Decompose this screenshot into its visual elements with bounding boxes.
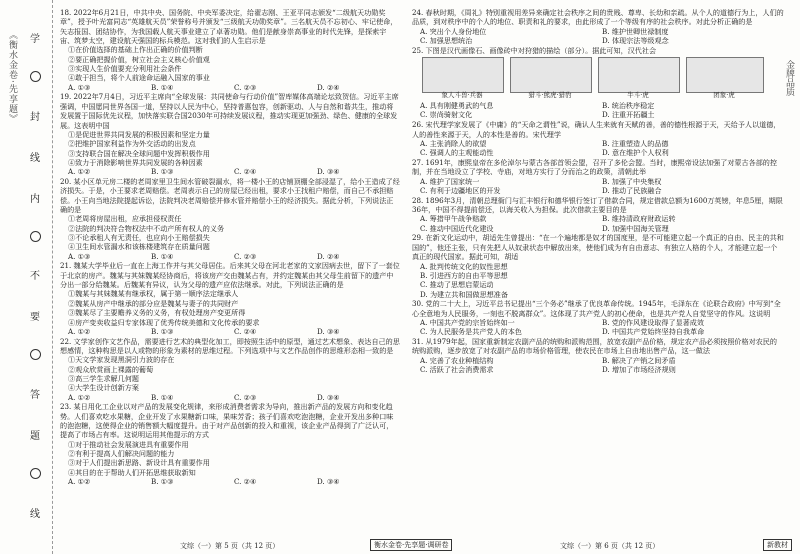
answer-option: B. ①④ — [151, 392, 174, 402]
statement: ②观众欣赏画上裸露的葡萄 — [68, 364, 154, 374]
statement: ①是促进世界共同发展的积极因素和坚定力量 — [68, 129, 210, 139]
binding-char: 学 — [30, 34, 40, 45]
footer-center-tag: 衡水金卷·先享题·调研卷 — [370, 539, 452, 551]
question-stem: 29. 在新文化运动中，胡适先生曾提出：“在一个遍地都是奴才的国度里，是不可能建立起一个真正的自由、民主的共和国的”，他还主张，只有先把人从奴隶状态中解放出来，使他们成为有自由意志、有独立人格的个人，才能建立起一个真正的现代国家。据此可知，胡适 — [412, 233, 784, 262]
answer-option: C. 活跃了社会消费需求 — [420, 365, 494, 375]
question-22 — [60, 337, 400, 402]
answer-option: B. ①③ — [151, 167, 174, 177]
question-stem: 24. 春秋时期，《周礼》特别重视用差异来确定社会秩序之间的贵贱、尊卑、长幼和亲疏。从个人的道德行为上，人们的品质，到对秩序中的个人的地位、职责和礼的要求，由此形成了一个等级有序的社会秩序。对此分析正确的是 — [412, 8, 784, 27]
answer-options — [60, 327, 400, 336]
answer-option: A. 主张消除人的欲望 — [420, 138, 487, 148]
statement: ①老周将房屋出租，应承担侵权责任 — [68, 214, 182, 224]
question-stem: 18. 2022年6月21日，中共中央、国务院、中央军委决定，给翟志刚、王亚平同志颁发“二级航天功勋奖章”，授予叶光富同志“英雄航天员”荣誉称号并颁发“三级航天功勋奖章”。三名航天员不忘初心、牢记使命，矢志报国、团结协作，为我国载人航天事业建立了卓著功勋。他们是献身崇高事业的时代先锋，是探索宇宙、筑梦太空，建设航天强国的标兵模范。这对我们的人生启示是 — [60, 8, 398, 46]
figure-caption: 象人斗兽·兵器 — [441, 91, 483, 100]
answer-option: C. ②③ — [234, 82, 257, 92]
answer-option: D. ②④ — [317, 82, 340, 92]
answer-option: C. 推动了思想启蒙运动 — [420, 280, 494, 290]
binding-char: 答 — [30, 390, 40, 402]
answer-option: D. 推动了民族融合 — [602, 185, 662, 195]
answer-option: B. 维持清政府财政运转 — [602, 214, 676, 224]
answer-option: C. 推动中国近代化建设 — [420, 223, 494, 233]
answer-options — [412, 214, 784, 233]
question-25 — [412, 46, 784, 120]
question-26 — [412, 120, 784, 157]
answer-option: A. 筹措甲午战争赔款 — [420, 214, 487, 224]
statement: ③高三学生求解几何题 — [68, 373, 139, 383]
figure-caption: 猎斗·熊虎·猎豹 — [528, 91, 572, 100]
answer-options — [60, 477, 400, 486]
question-stem: 19. 2022年7月4日，习近平主席向“全球发展：共同使命与行动价值”智库媒体高端论坛致贺信。习近平主席强调，中国愿同世界各国一道，坚持以人民为中心，坚持普惠包容，创新驱动、人与自然和谐共生，推动将发展置于国际优先议程，加快落实联合国2030年可持续发展议程，推动实现更加强劲、绿色、健康的全球发展。这表明中国 — [60, 92, 399, 130]
question-stem: 30. 党的二十大上，习近平总书记提出“三个务必”继承了优良革命传统。1945年，毛泽东在《论联合政府》中写到“全心全意地为人民服务，一刻也不脱离群众”。这体现了共产党人的初心使命，也是共产党人自觉坚守的作风。这说明 — [412, 299, 781, 318]
binding-circle — [30, 231, 41, 242]
answer-option: B. 维护世卿世禄制度 — [602, 26, 669, 36]
statement: ③不论承租人有无责任，也应向小王赔偿损失 — [68, 233, 210, 243]
answer-options — [412, 177, 784, 196]
answer-options — [60, 83, 400, 92]
binding-circle — [30, 71, 41, 82]
question-stem: 20. 某小区单元房二楼的老周家里卫生间水管破裂漏水，将一楼小王的店铺顶棚全部浸湿了，给小王造成了经济损失。于是，小王要求老周赔偿。老周表示自己的房屋已经出租，要求小王找租户赔偿，而自己不承担赔偿。小王向当地法院提起诉讼，法院判决老周赔偿并修水管并赔偿小王的经济损失。据此分析，下列说法正确的是 — [60, 176, 400, 214]
binding-char: 线 — [30, 508, 40, 520]
relief-image — [510, 57, 592, 93]
statement: ④致力于消除影响世界共同发展的各种因素 — [68, 157, 203, 167]
question-30 — [412, 299, 784, 336]
binding-strip — [24, 30, 46, 520]
answer-option: A. ①② — [68, 326, 91, 336]
answer-option: A. 维护了国家统一 — [420, 176, 480, 186]
question-stem: 26. 宋代理学家发展了《中庸》的“天命之谓性”说，确认人生来就有天赋的善，善的德性根源于天，天给予人以道德，人的善性来源于天，人的本性是善的。宋代理学 — [412, 120, 781, 139]
answer-option: B. 注重塑造人的品德 — [602, 138, 669, 148]
answer-option: D. 加强中国海关管理 — [602, 223, 669, 233]
question-stem: 22. 文学家创作文艺作品，需要进行艺术的典型化加工，即按照生活中的原型，通过艺术想象、表达自己的思想感情，这种构思是以人或物的形象为素材的思维过程。下列选项中与文艺作品创作的思维形态相一致的是 — [60, 336, 400, 355]
answer-option: A. ①② — [68, 477, 91, 487]
binding-char: 不 — [30, 271, 40, 283]
statement: ④敢于担当，将个人前途命运融入国家的事业 — [68, 73, 210, 83]
answer-option: A. ①② — [68, 167, 91, 177]
answer-option: B. 解决了产销之间矛盾 — [602, 355, 676, 365]
answer-option: A. ①③ — [68, 251, 91, 261]
question-stem: 27. 1691年，康熙皇帝在多伦淖尔与蒙古各部首领会盟，召开了多伦会盟。当时，康熙帝设法加强了对蒙古各部的控制，并在当地设立了学校、寺庙，对地方实行了分而治之的政策，清朝此举 — [412, 157, 777, 177]
question-stem: 28. 1896年3月，清朝总理衙门与汇丰银行和德华银行签订了借款合同，规定借款总额为1600万英镑，年息5厘，期限36年，中国不得提前偿还，以海关收入为担保。此次借款主要目的是 — [412, 195, 783, 215]
answer-option: D. 增加了市场经济规则 — [602, 365, 676, 375]
answer-option: A. 批判传统文化的奴性思想 — [420, 261, 508, 271]
answer-option: D. 注重开拓疆土 — [602, 110, 655, 120]
statement: ③支持联合国在解决全球问题中发挥积极作用 — [68, 148, 210, 158]
footer-edition-tag: 新教材 — [763, 539, 792, 551]
question-21 — [60, 261, 400, 336]
statement: ④其目的在于帮助人们开拓思维获取新知 — [68, 467, 196, 477]
answer-options — [412, 27, 784, 46]
statement: ①魏某与其妹魏某有继承权，属于第一顺序法定继承人 — [68, 289, 239, 299]
binding-char: 题 — [30, 431, 40, 443]
question-19 — [60, 92, 400, 176]
answer-option: C. ②③ — [234, 392, 257, 402]
statement: ①对于推动社会发展演进具有重要作用 — [68, 439, 189, 449]
statement: ①在价值选择的基础上作出正确的价值判断 — [68, 45, 203, 55]
binding-circle — [30, 349, 41, 360]
statement: ④房产变卖收益归专家体现了优秀传统美德和文化传承的要求 — [68, 317, 260, 327]
answer-option: D. ③④ — [317, 326, 340, 336]
answer-option: A. 完善了农业种植结构 — [420, 355, 494, 365]
answer-option: A. ①② — [68, 392, 91, 402]
binding-circle — [30, 468, 41, 479]
question-31 — [412, 337, 784, 374]
binding-title: 《衡水金卷·先享题》 — [7, 30, 17, 124]
hunting-relief-figure — [422, 57, 762, 99]
answer-option: D. 意在维护个人权利 — [602, 148, 669, 158]
binding-margin — [0, 0, 53, 554]
answer-option: B. 统治秩序稳定 — [602, 101, 655, 111]
footer-left-page: 文综（一）第 5 页（共 12 页） — [180, 542, 280, 550]
answer-option: B. ①③ — [151, 477, 174, 487]
relief-image — [598, 57, 680, 93]
answer-option: D. ③④ — [317, 477, 340, 487]
statement: ④卫生间水管漏水和该栋楼建筑存在质量问题 — [68, 242, 210, 252]
answer-option: B. 引进西方的自由平等思想 — [420, 270, 508, 280]
statement: ②魏某从房产中继承的部分应是魏某与妻子的共同财产 — [68, 298, 239, 308]
figure-caption: 团象·虎 — [713, 91, 735, 100]
relief-image — [422, 57, 504, 93]
answer-options — [412, 318, 784, 337]
answer-option: B. ①④ — [151, 82, 174, 92]
statement: ②要正确把握价值，树立社会主义核心价值观 — [68, 54, 210, 64]
question-stem: 31. 从1979年起，国家重新制定农副产品的统购和派购范围，放宽农副产品价格，规定农产品必须按照价格对农民的统购派购，逐步放宽了对农副产品的市场价格管理，使农民在市场上自由地出售产品，这一做法 — [412, 337, 777, 356]
answer-options — [412, 139, 784, 158]
answer-option: C. 加强思想统治 — [420, 36, 473, 46]
binding-char: 要 — [30, 312, 40, 324]
answer-option: B. 党的作风建设取得了显著成效 — [602, 317, 704, 327]
answer-option: D. 中国共产党始终坚持自我革命 — [602, 327, 705, 337]
answer-option: A. ①③ — [68, 82, 91, 92]
answer-option: D. ②④ — [317, 251, 340, 261]
relief-image — [686, 57, 764, 93]
question-stem: 25. 下图是汉代画像石、画像砖中对狩猎的描绘（部分）。据此可知，汉代社会 — [412, 45, 657, 55]
binding-char: 封 — [30, 111, 40, 123]
question-23 — [60, 402, 400, 486]
answer-options — [60, 167, 400, 176]
answer-option: C. 崇尚骑射文化 — [420, 110, 473, 120]
answer-option: A. 突出个人身份地位 — [420, 26, 487, 36]
answer-option: C. 强调人的主观能动性 — [420, 148, 494, 158]
statement: ②有利于提高人们解决问题的能力 — [68, 449, 175, 459]
answer-option: B. ①④ — [151, 251, 174, 261]
question-29 — [412, 233, 784, 298]
statement: ④大学生设计创新方案 — [68, 383, 139, 393]
answer-option: D. 为建立共和国做思想准备 — [420, 289, 508, 299]
left-column — [60, 8, 400, 487]
footer-right-page: 文综（一）第 6 页（共 12 页） — [560, 542, 660, 550]
question-24 — [412, 8, 784, 45]
answer-option: C. ②④ — [234, 477, 257, 487]
question-20 — [60, 177, 400, 261]
answer-options — [60, 393, 400, 402]
figure-caption: 牛斗·虎 — [627, 91, 649, 100]
answer-option: A. 具有刚健勇武的气息 — [420, 101, 494, 111]
statement: ③魏某尽了主要赡养义务的义务，有权处理房产变更所得 — [68, 308, 246, 318]
statement: ③实现人生价值要充分利用社会条件 — [68, 64, 182, 74]
answer-option: C. ②④ — [234, 167, 257, 177]
answer-options — [412, 356, 784, 375]
answer-option: B. 加强了中央集权 — [602, 176, 662, 186]
statement: ②法院的判决符合物权法中不动产所有权人的义务 — [68, 223, 225, 233]
answer-option: C. 为人民服务是共产党人的本色 — [420, 327, 522, 337]
question-stem: 21. 魏某大学毕业后一直在上海工作并与其父母居住。后来其父母在河北老家的文家因病去世，留下了一套位于北京的房产。魏某与其妹魏某经协商后，将该房产交由魏某占有，并约定魏某由其父母生前留下的遗产中分出一部分给魏某。后魏某有异议，认为父母的遗产应依法继承。对此，下列说法正确的是 — [60, 261, 400, 290]
binding-char: 线 — [30, 152, 40, 164]
answer-option: D. ③④ — [317, 167, 340, 177]
statement: ①天文学家发现黑洞引力波的存在 — [68, 355, 175, 365]
question-18 — [60, 8, 400, 92]
answer-options — [412, 101, 784, 120]
question-stem: 23. 某日用化工企业以对产品的发展变化规律，来形成消费者需求为导向，推出新产品的发展方向和变化趋势。人们喜欢吃水果糖，企业开发了水果糖新口味，果味芳香；孩子们喜欢吃泡泡糖，企业开发出多种口味的泡泡糖，这使得企业的销售额大幅度提升。由于对产品创新的投入和重视，该企业产品得到了广泛认可，提高了市场占有率。这说明运用其他提示的方式 — [60, 402, 394, 440]
binding-char: 内 — [30, 193, 40, 205]
right-column — [412, 8, 784, 375]
answer-option: D. 体现宗法等级观念 — [602, 36, 669, 46]
statement: ③对于人们提出新思路、新设计具有重要作用 — [68, 458, 210, 468]
answer-option: C. ②③ — [234, 251, 257, 261]
corner-label: 金牌品质 — [784, 60, 794, 96]
answer-option: A. 中国共产党的宗旨始终如一 — [420, 317, 515, 327]
answer-options — [60, 252, 400, 261]
answer-option: B. ①③ — [151, 326, 174, 336]
question-28 — [412, 196, 784, 233]
answer-option: C. ②④ — [234, 326, 257, 336]
question-27 — [412, 158, 784, 195]
answer-option: D. ③④ — [317, 392, 340, 402]
answer-option: C. 有利于边疆地区的开发 — [420, 185, 501, 195]
statement: ②把维护国家利益作为外交活动的出发点 — [68, 139, 196, 149]
